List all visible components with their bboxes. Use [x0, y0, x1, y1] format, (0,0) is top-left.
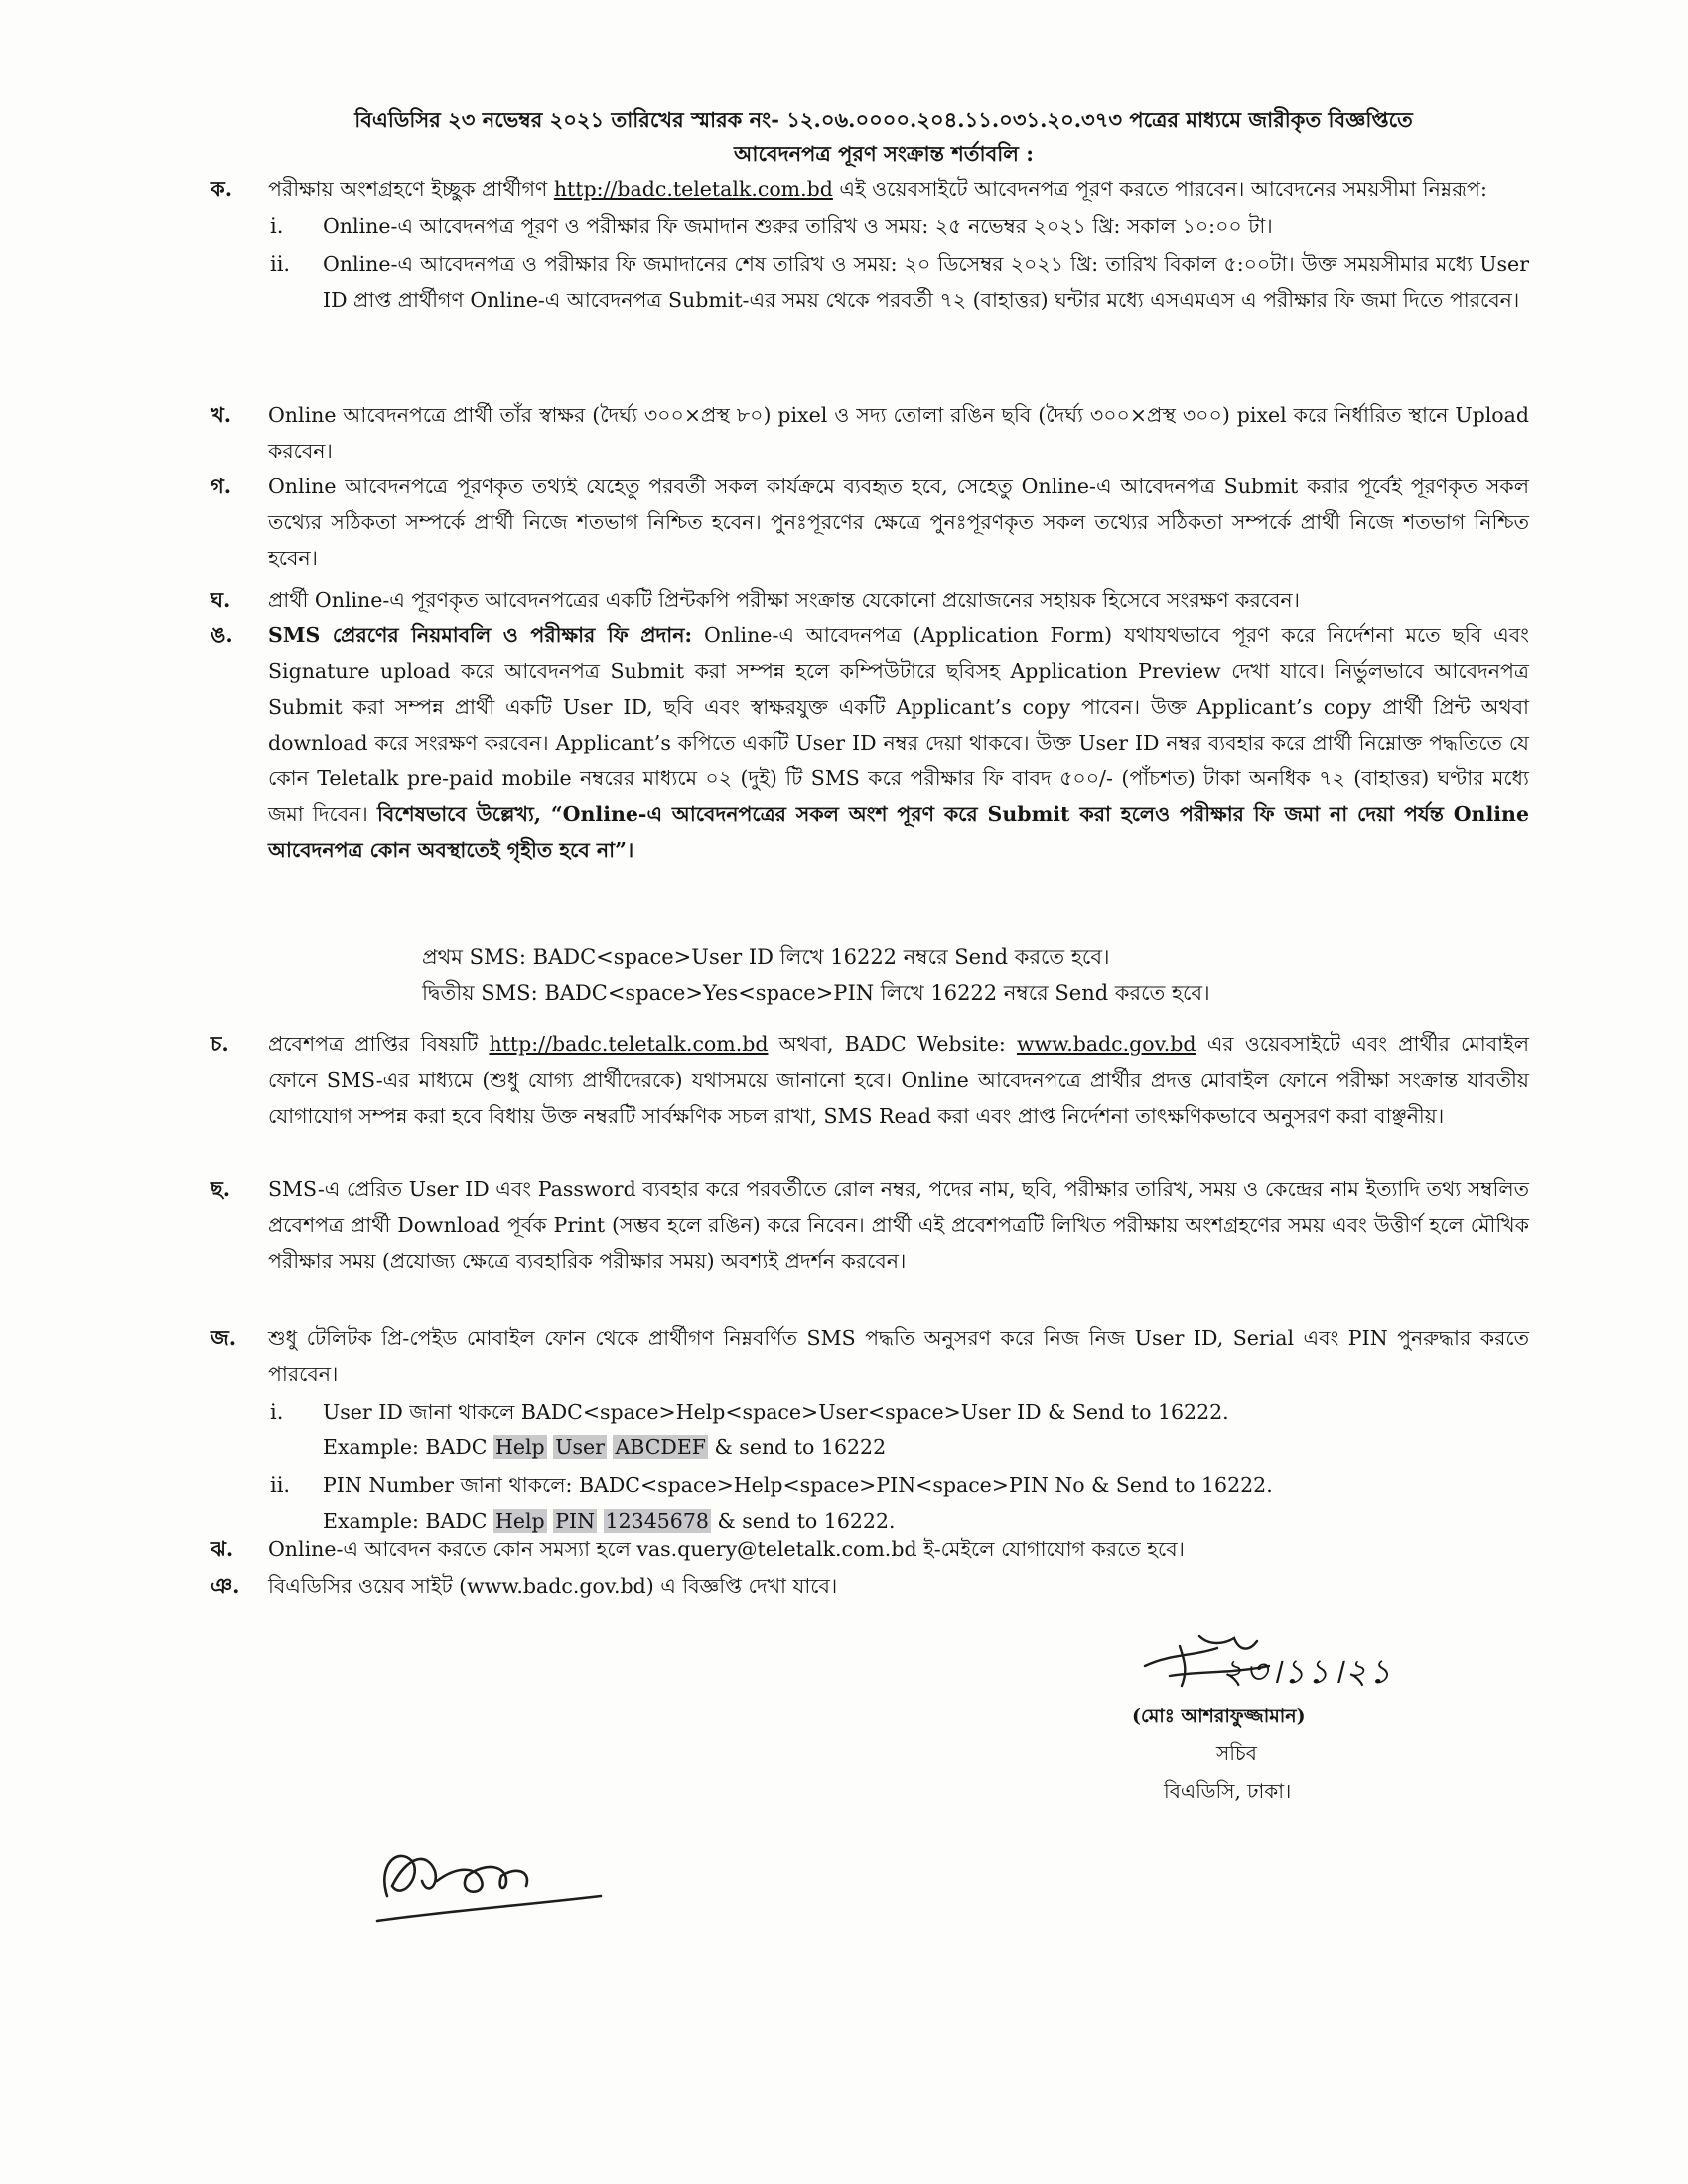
heading-line-2: আবেদনপত্র পূরণ সংক্রান্ত শর্তাবলি :	[733, 141, 1035, 166]
special-note: বিশেষভাবে উল্লেখ্য, “Online-এ আবেদনপত্রের সকল অংশ পূরণ করে Submit করা হলেও পরীক্ষার ফি জমা না দেয়া পর্যন্ত Online আবেদনপত্র কোন অবস্থাতেই গৃহীত হবে না”।	[268, 802, 1529, 862]
example-token: PIN	[555, 1509, 596, 1533]
condition-chha	[211, 1171, 1529, 1279]
sub-marker: i.	[270, 1400, 284, 1424]
condition-nga	[211, 617, 1529, 868]
item-marker: ঝ.	[211, 1536, 234, 1561]
example-token: Help	[494, 1509, 545, 1533]
signature-date: ২৩।১১।২১	[1221, 1652, 1393, 1692]
example-prefix: Example: BADC	[323, 1435, 488, 1459]
item-text: শুধু টেলিটক প্রি-পেইড মোবাইল ফোন থেকে প্রার্থীগণ নিম্নবর্ণিত SMS পদ্ধতি অনুসরণ করে নিজ নিজ User ID, Serial এবং PIN পুনরুদ্ধার করতে পারবেন।	[268, 1326, 1529, 1386]
sub-item-ii	[268, 1467, 1529, 1539]
item-text: এর ওয়েবসাইটে এবং প্রার্থীর মোবাইল ফোনে SMS-এর মাধ্যমে (শুধু যোগ্য প্রার্থীদেরকে) যথাসময়ে জানানো হবে। Online আবেদনপত্রে প্রার্থীর প্রদত্ত মোবাইল ফোনে পরীক্ষা সংক্রান্ত যাবতীয় যোগাযোগ সম্পন্ন করা হবে বিধায় উক্ত নম্বরটি সার্বক্ষণিক সচল রাখা, SMS Read করা এবং প্রাপ্ত নির্দেশনা তাৎক্ষণিকভাবে অনুসরণ করা বাঞ্ছনীয়।	[268, 1032, 1529, 1128]
sub-text: Online-এ আবেদনপত্র পূরণ ও পরীক্ষার ফি জমাদান শুরুর তারিখ ও সময়: ২৫ নভেম্বর ২০২১ খ্রি: সকাল ১০:০০ টা।	[323, 214, 1273, 238]
item-marker: ঙ.	[211, 622, 233, 647]
item-text: Online আবেদনপত্রে প্রার্থী তাঁর স্বাক্ষর (দৈর্ঘ্য ৩০০×প্রস্থ ৮০) pixel ও সদ্য তোলা রঙিন ছবি (দৈর্ঘ্য ৩০০×প্রস্থ ৩০০) pixel করে নির্ধারিত স্থানে Upload করবেন।	[268, 403, 1529, 463]
item-text: প্রার্থী Online-এ পূরণকৃত আবেদনপত্রের একটি প্রিন্টকপি পরীক্ষা সংক্রান্ত যেকোনো প্রয়োজনের সহায়ক হিসেবে সংরক্ষণ করবেন।	[268, 588, 1300, 612]
condition-kha	[211, 397, 1529, 469]
item-text: Online-এ আবেদনপত্র (Application Form) যথাযথভাবে পূরণ করে নির্দেশনা মতে ছবি এবং Signature upload করে আবেদনপত্র Submit করা সম্পন্ন হলে কম্পিউটারে ছবিসহ Application Preview দেখা যাবে। নির্ভুলভাবে আবেদনপত্র Submit করা সম্পন্ন প্রার্থী একটি User ID, ছবি এবং স্বাক্ষরযুক্ত একটি Applicant’s copy পাবেন। উক্ত Applicant’s copy প্রার্থী প্রিন্ট অথবা download করে সংরক্ষণ করবেন। Applicant’s কপিতে একটি User ID নম্বর দেয়া থাকবে। উক্ত User ID নম্বর ব্যবহার করে প্রার্থী নিম্নোক্ত পদ্ধতিতে যে কোন Teletalk pre-paid mobile নম্বরের মাধ্যমে ০২ (দুই) টি SMS করে পরীক্ষার ফি বাবদ ৫০০/- (পাঁচশত) টাকা অনধিক ৭২ (বাহাত্তর) ঘণ্টার মধ্যে জমা দিবেন।	[268, 623, 1529, 826]
item-text: এই ওয়েবসাইটে আবেদনপত্র পূরণ করতে পারবেন। আবেদনের সময়সীমা নিম্নরূপ:	[832, 177, 1487, 201]
item-text: Online আবেদনপত্রে পূরণকৃত তথ্যই যেহেতু পরবর্তী সকল কার্যক্রমে ব্যবহৃত হবে, সেহেতু Online-এ আবেদনপত্র Submit করার পূর্বেই পূরণকৃত সকল তথ্যের সঠিকতা সম্পর্কে প্রার্থী নিজে শতভাগ নিশ্চিত হবেন। পুনঃপূরণের ক্ষেত্রে পুনঃপূরণকৃত সকল তথ্যের সঠিকতা সম্পর্কে প্রার্থী নিজে শতভাগ নিশ্চিত হবেন।	[268, 475, 1529, 570]
condition-ka	[211, 171, 1529, 318]
badc-website-link[interactable]: www.badc.gov.bd	[1016, 1032, 1196, 1056]
item-marker: খ.	[211, 402, 232, 427]
item-marker: গ.	[211, 474, 232, 498]
condition-gha	[211, 582, 1529, 617]
example-prefix: Example: BADC	[323, 1509, 488, 1533]
signatory-name: (মোঃ আশরাফুজ্জামান)	[1132, 1706, 1306, 1727]
item-text: Online-এ আবেদন করতে কোন সমস্যা হলে vas.query@teletalk.com.bd ই-মেইলে যোগাযোগ করতে হবে।	[268, 1537, 1185, 1561]
item-text: SMS-এ প্রেরিত User ID এবং Password ব্যবহার করে পরবর্তীতে রোল নম্বর, পদের নাম, ছবি, পরীক্ষার তারিখ, সময় ও কেন্দ্রের নাম ইত্যাদি তথ্য সম্বলিত প্রবেশপত্র প্রার্থী Download পূর্বক Print (সম্ভব হলে রঙিন) করে নিবেন। প্রার্থী এই প্রবেশপত্রটি লিখিত পরীক্ষায় অংশগ্রহণের সময় এবং উত্তীর্ণ হলে মৌখিক পরীক্ষার সময় (প্রযোজ্য ক্ষেত্রে ব্যবহারিক পরীক্ষার সময়) অবশ্যই প্রদর্শন করবেন।	[268, 1177, 1529, 1273]
item-text: অথবা, BADC Website:	[768, 1032, 1017, 1056]
sub-text: Online-এ আবেদনপত্র ও পরীক্ষার ফি জমাদানের শেষ তারিখ ও সময়: ২০ ডিসেম্বর ২০২১ খ্রি: তারিখ বিকাল ৫:০০টা। উক্ত সময়সীমার মধ্যে User ID প্রাপ্ত প্রার্থীগণ Online-এ আবেদনপত্র Submit-এর সময় থেকে পরবর্তী ৭২ (বাহাত্তর) ঘন্টার মধ্যে এসএমএস এ পরীক্ষার ফি জমা দিতে পারবেন।	[323, 252, 1529, 312]
sub-item-i	[268, 1394, 1529, 1465]
teletalk-link[interactable]: http://badc.teletalk.com.bd	[553, 177, 833, 201]
sms-step-1: প্রথম SMS: BADC<space>User ID লিখে 16222 নম্বরে Send করতে হবে।	[422, 945, 1110, 969]
item-marker: ঞ.	[211, 1573, 240, 1598]
condition-ja	[211, 1320, 1529, 1539]
sub-item-i	[268, 208, 1529, 244]
condition-jha	[211, 1531, 1529, 1567]
notice-heading	[268, 103, 1499, 171]
sub-marker: i.	[270, 214, 284, 238]
heading-line-1: বিএডিসির ২৩ নভেম্বর ২০২১ তারিখের স্মারক নং- ১২.০৬.০০০০.২০৪.১১.০৩১.২০.৩৭৩ পত্রের মাধ্যমে জারীকৃত বিজ্ঞপ্তিতে	[354, 107, 1413, 132]
signatory-organization: বিএডিসি, ঢাকা।	[1164, 1779, 1292, 1803]
sub-marker: ii.	[270, 1473, 291, 1497]
sub-text: PIN Number জানা থাকলে: BADC<space>Help<space>PIN<space>PIN No & Send to 16222.	[323, 1473, 1273, 1497]
signatory-title: সচিব	[1216, 1741, 1257, 1765]
item-marker: চ.	[211, 1031, 229, 1056]
item-text: পরীক্ষায় অংশগ্রহণে ইচ্ছুক প্রার্থীগণ	[268, 177, 554, 201]
item-marker: ক.	[211, 176, 233, 201]
example-token: Help	[494, 1435, 545, 1459]
sub-text: User ID জানা থাকলে BADC<space>Help<space>User<space>User ID & Send to 16222.	[323, 1400, 1229, 1424]
condition-nya	[211, 1569, 1529, 1604]
item-marker: ঘ.	[211, 587, 231, 612]
item-text: বিএডিসির ওয়েব সাইট (www.badc.gov.bd) এ বিজ্ঞপ্তি দেখা যাবে।	[268, 1574, 838, 1598]
item-text: প্রবেশপত্র প্রাপ্তির বিষয়টি	[268, 1032, 490, 1056]
condition-cha	[211, 1026, 1529, 1134]
example-line	[323, 1430, 1529, 1465]
example-suffix: & send to 16222.	[717, 1509, 896, 1533]
sms-step-2: দ্বিতীয় SMS: BADC<space>Yes<space>PIN লিখে 16222 নম্বরে Send করতে হবে।	[422, 981, 1210, 1005]
example-suffix: & send to 16222	[714, 1435, 887, 1459]
signature-block	[1092, 1628, 1450, 1827]
teletalk-link[interactable]: http://badc.teletalk.com.bd	[489, 1032, 769, 1056]
sub-item-ii	[268, 246, 1529, 318]
sms-rules-heading: SMS প্রেরণের নিয়মাবলি ও পরীক্ষার ফি প্রদান:	[268, 623, 693, 647]
example-token: 12345678	[605, 1509, 709, 1533]
example-token: User	[555, 1435, 605, 1459]
initial-signature	[357, 1827, 616, 1936]
example-token: ABCDEF	[615, 1435, 707, 1459]
item-marker: ছ.	[211, 1176, 231, 1201]
sub-marker: ii.	[270, 252, 291, 276]
item-marker: জ.	[211, 1325, 237, 1350]
condition-ga	[211, 469, 1529, 576]
